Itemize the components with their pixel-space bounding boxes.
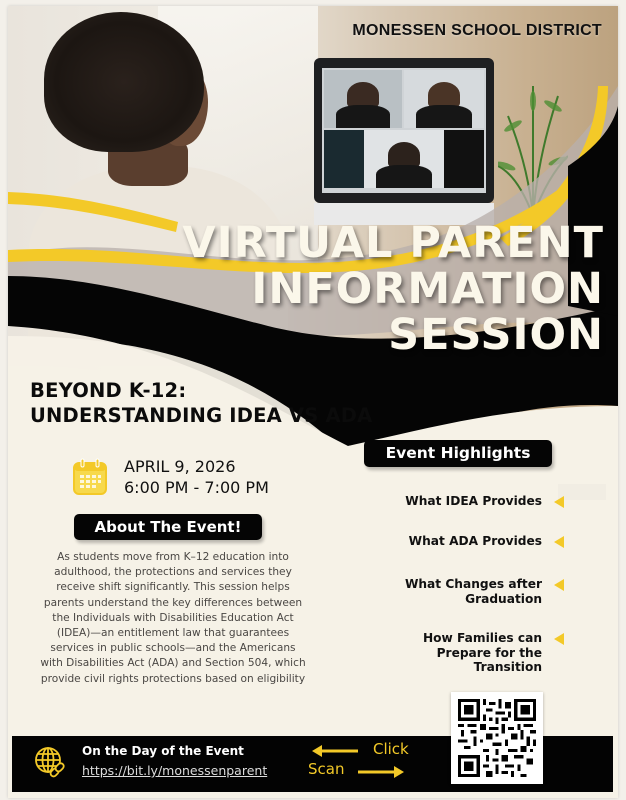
district-name: MONESSEN SCHOOL DISTRICT bbox=[352, 22, 602, 39]
highlight-label: What Changes after Graduation bbox=[404, 577, 542, 606]
highlight-label: How Families can Prepare for the Transition bbox=[422, 631, 542, 674]
globe-link-icon bbox=[34, 746, 66, 778]
highlight-item bbox=[402, 577, 564, 606]
highlight-item bbox=[409, 534, 564, 549]
highlight-item bbox=[405, 494, 564, 509]
triangle-pointer-icon bbox=[554, 579, 564, 591]
date-time-text bbox=[124, 456, 269, 498]
event-time: 6:00 PM - 7:00 PM bbox=[124, 478, 269, 497]
highlight-item bbox=[412, 631, 564, 675]
event-link[interactable]: https://bit.ly/monessenparent bbox=[82, 763, 268, 778]
scan-label: Scan bbox=[308, 760, 345, 778]
event-subtitle bbox=[30, 378, 372, 428]
arrow-right-icon bbox=[356, 766, 404, 778]
footer-heading: On the Day of the Event bbox=[82, 744, 244, 758]
calendar-icon bbox=[72, 458, 108, 496]
subtitle-line-1: BEYOND K-12: bbox=[30, 379, 187, 402]
event-highlights-heading: Event Highlights bbox=[364, 440, 552, 467]
event-datetime bbox=[72, 456, 269, 498]
triangle-pointer-icon bbox=[554, 536, 564, 548]
flyer bbox=[8, 6, 618, 798]
arrow-left-icon bbox=[312, 745, 360, 757]
triangle-pointer-icon bbox=[554, 633, 564, 645]
subtitle-line-2: UNDERSTANDING IDEA VS ADA bbox=[30, 404, 373, 427]
title-line-1: VIRTUAL PARENT bbox=[182, 218, 604, 268]
qr-code-icon bbox=[458, 699, 536, 777]
event-title bbox=[182, 220, 604, 358]
background-ghost bbox=[558, 484, 606, 500]
about-event-heading: About The Event! bbox=[74, 514, 262, 540]
title-line-3: SESSION bbox=[388, 310, 604, 360]
triangle-pointer-icon bbox=[554, 496, 564, 508]
click-label: Click bbox=[373, 740, 409, 758]
highlight-label: What IDEA Provides bbox=[405, 494, 542, 508]
event-description: As students move from K–12 education into adulthood, the protections and services they receive shift significantly. This session helps parents understand the key differences between the Individuals with Disabilities Education Act (IDEA)—an entitlement law that guarantees services in public schools—and the Americans with Disabilities Act (ADA) and Section 504, which provide civil rights protections based on eligibility bbox=[40, 551, 306, 685]
qr-code[interactable] bbox=[451, 692, 543, 784]
title-line-2: INFORMATION bbox=[251, 264, 604, 314]
event-date: APRIL 9, 2026 bbox=[124, 457, 236, 476]
highlight-label: What ADA Provides bbox=[408, 534, 542, 548]
